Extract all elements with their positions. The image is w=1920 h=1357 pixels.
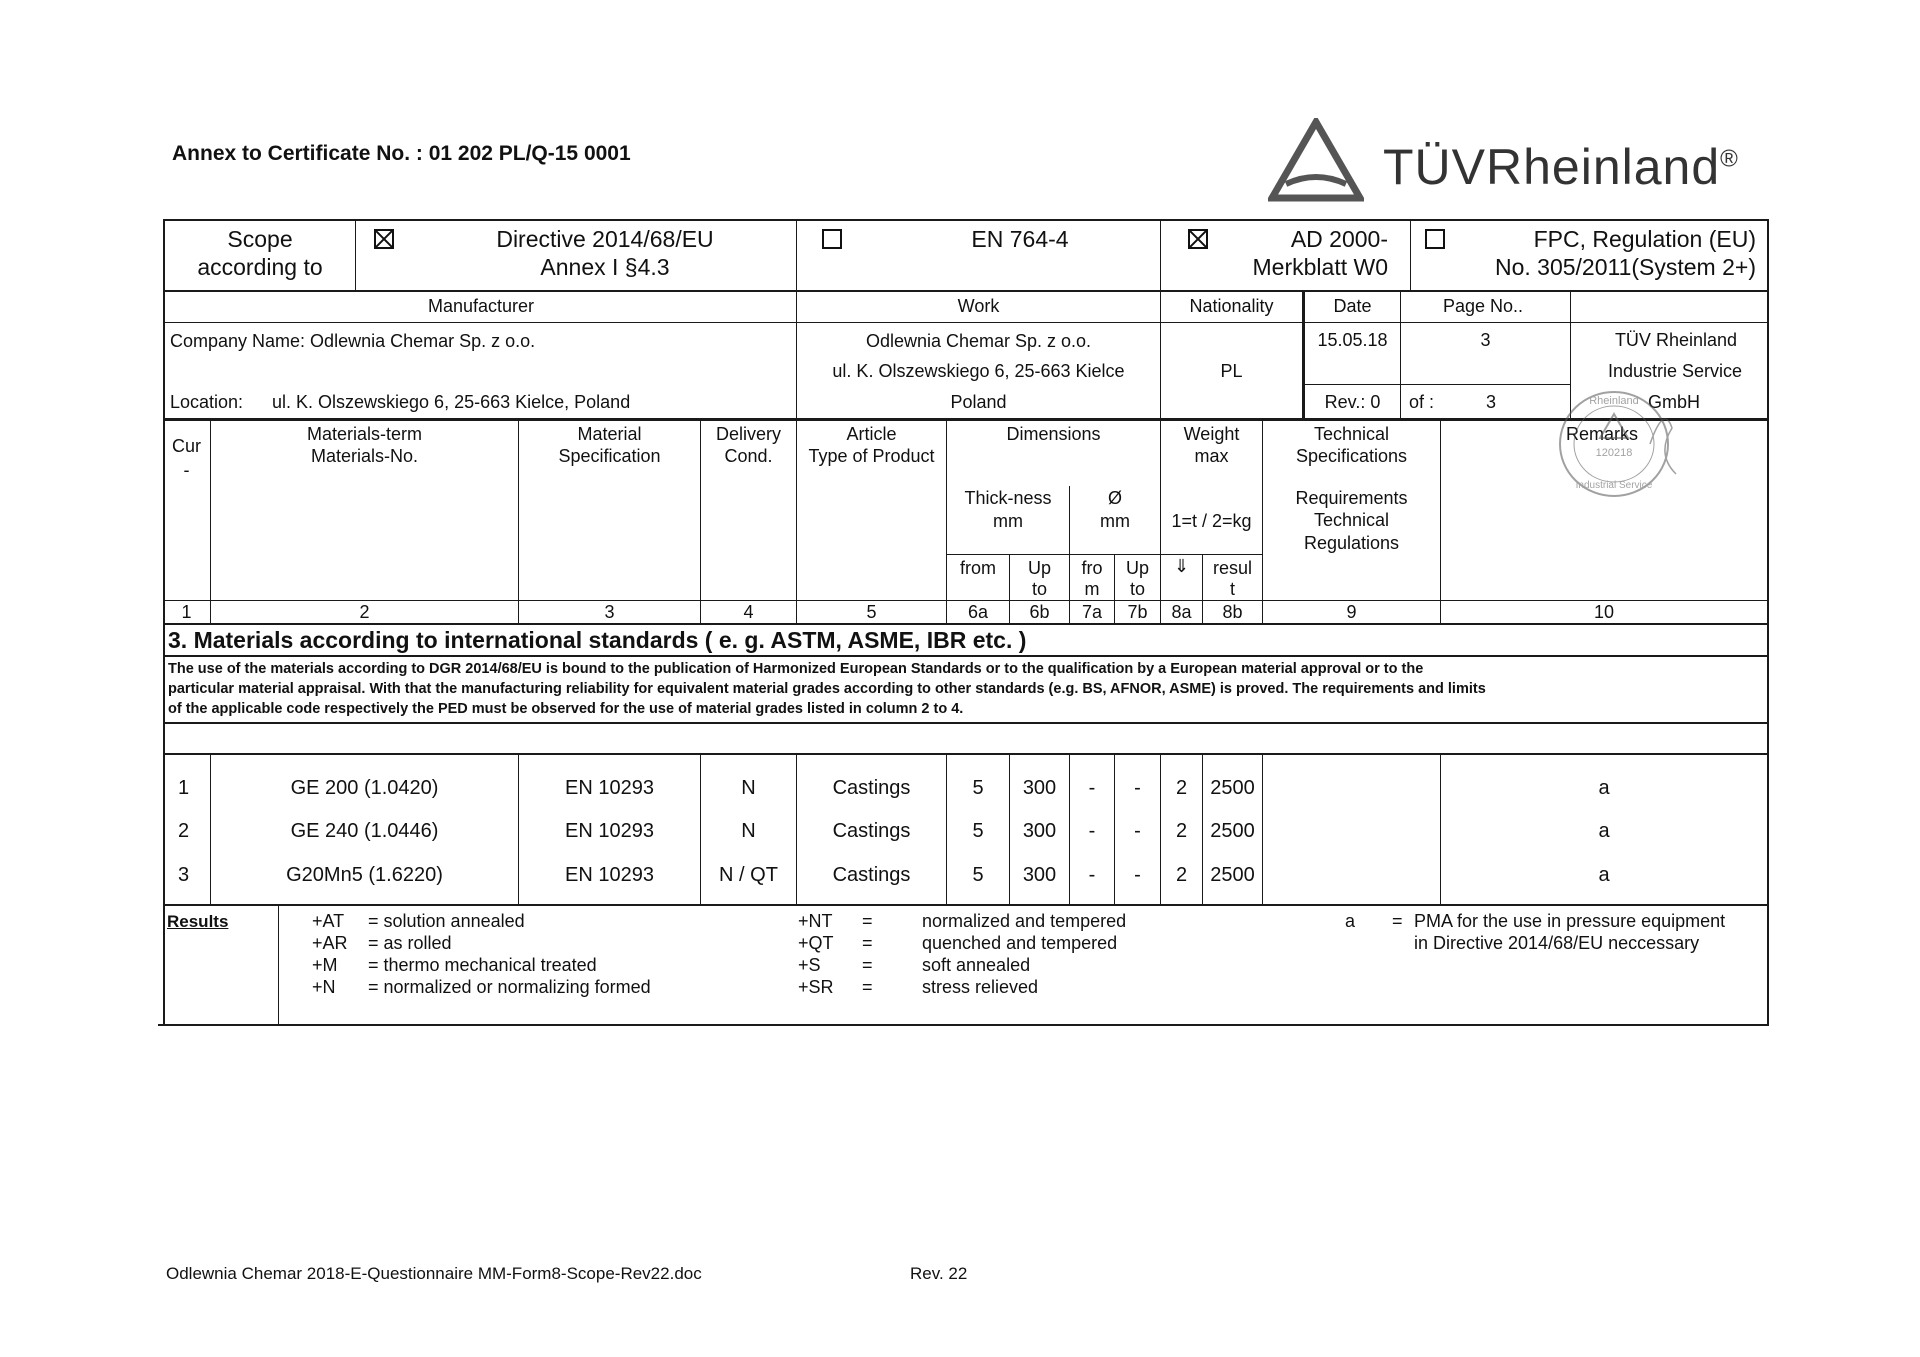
rev-label: Rev.: 0 — [1324, 392, 1381, 412]
row-remarks: a — [1598, 820, 1610, 842]
legend-code: +AT — [312, 911, 345, 931]
col-number: 6a — [967, 602, 989, 622]
stamp-text-top: Rheinland — [1589, 395, 1639, 407]
col-upto-2: to — [1129, 579, 1145, 599]
tuv-line3: GmbH — [1647, 392, 1700, 412]
of-label: of : — [1409, 392, 1435, 412]
checkbox-en764[interactable] — [822, 229, 842, 249]
legend-desc: = normalized or normalizing formed — [368, 977, 651, 997]
scope-directive-1: Directive 2014/68/EU — [496, 226, 714, 252]
legend-desc: = thermo mechanical treated — [368, 955, 597, 975]
nationality-header: Nationality — [1189, 296, 1274, 316]
row-cur: 3 — [178, 864, 190, 886]
annex-title: Annex to Certificate No. : 01 202 PL/Q-15 0001 — [172, 142, 631, 165]
row-weight: 2500 — [1210, 864, 1255, 886]
row-from: 5 — [972, 820, 984, 842]
location-label: Location: — [170, 392, 244, 412]
stamp-text-bottom: Industrial Service — [1575, 480, 1653, 491]
col-number: 7a — [1081, 602, 1103, 622]
col-weight-code: 1=t / 2=kg — [1171, 511, 1252, 531]
legend-right-line2: in Directive 2014/68/EU neccessary — [1414, 933, 1700, 953]
row-article: Castings — [832, 864, 911, 886]
legend-desc: soft annealed — [922, 955, 1031, 975]
nationality-value: PL — [1220, 361, 1243, 381]
check-x-icon — [1190, 231, 1206, 247]
legend-right-code: a — [1345, 911, 1356, 931]
col-thickness: Thick-ness — [964, 488, 1052, 508]
checkbox-directive[interactable] — [374, 229, 394, 249]
col-regulations: Regulations — [1303, 533, 1400, 553]
col-requirements: Requirements — [1295, 488, 1408, 508]
manufacturer-header: Manufacturer — [427, 296, 535, 316]
col-number: 1 — [181, 602, 192, 622]
row-remarks: a — [1598, 864, 1610, 886]
col-material: Material — [577, 424, 642, 444]
date-header: Date — [1333, 296, 1372, 316]
legend-title: Results — [167, 912, 229, 931]
col-materials-term: Materials-term — [306, 424, 422, 444]
scope-en764: EN 764-4 — [971, 226, 1069, 252]
legend-eq: = — [862, 977, 873, 997]
row-from: 5 — [972, 864, 984, 886]
col-number: 6b — [1029, 602, 1050, 622]
legend-right-line1: PMA for the use in pressure equipment — [1414, 911, 1726, 931]
row-wcode: 2 — [1175, 820, 1188, 842]
row-dupto: - — [1134, 820, 1141, 842]
col-number: 2 — [359, 602, 370, 622]
row-article: Castings — [832, 820, 911, 842]
row-dfrom: - — [1088, 777, 1096, 799]
col-upto-1: Up — [1125, 558, 1149, 578]
tuv-line1: TÜV Rheinland — [1614, 330, 1737, 350]
row-dfrom: - — [1088, 820, 1096, 842]
section-note-line2: particular material appraisal. With that the manufacturing reliability for equivalent material grades according to other standards (e.g. BS, AFNOR, ASME) is proved. The requirements and limits — [168, 681, 1486, 697]
col-specification: Specification — [558, 446, 661, 466]
row-cond: N — [741, 777, 756, 799]
row-cur: 1 — [178, 777, 190, 799]
col-cur: Cur — [171, 436, 201, 456]
of-value: 3 — [1486, 392, 1497, 412]
col-result-2: t — [1229, 579, 1235, 599]
row-upto: 300 — [1022, 777, 1057, 799]
row-upto: 300 — [1022, 820, 1057, 842]
scope-fpc-1: FPC, Regulation (EU) — [1533, 226, 1756, 252]
brand-text: TÜVRheinland — [1383, 139, 1721, 195]
col-technical2: Technical — [1313, 510, 1390, 530]
row-cond: N / QT — [719, 864, 778, 886]
row-material: G20Mn5 (1.6220) — [286, 864, 443, 886]
col-specifications: Specifications — [1295, 446, 1408, 466]
row-wcode: 2 — [1175, 864, 1188, 886]
diameter-icon: Ø — [1107, 488, 1122, 508]
row-article: Castings — [832, 777, 911, 799]
legend-code: +QT — [798, 933, 834, 953]
col-number: 7b — [1127, 602, 1148, 622]
col-type-of-product: Type of Product — [808, 446, 935, 466]
row-from: 5 — [972, 777, 984, 799]
section-note-line3: of the applicable code respectively the PED must be observed for the use of material grades listed in column 2 to 4. — [168, 701, 964, 717]
col-weight-max: max — [1194, 446, 1229, 466]
col-up-2: to — [1031, 579, 1047, 599]
date-value: 15.05.18 — [1317, 330, 1388, 350]
row-upto: 300 — [1022, 864, 1057, 886]
work-header: Work — [957, 296, 1000, 316]
row-remarks: a — [1598, 777, 1610, 799]
col-diameter-unit: mm — [1100, 511, 1130, 531]
work-line1: Odlewnia Chemar Sp. z o.o. — [865, 331, 1092, 351]
section-note-line1: The use of the materials according to DGR 2014/68/EU is bound to the publication of Harmonized European Standards or to the qualification by a European material approval or to the — [168, 661, 1424, 677]
scope-label-1: Scope — [227, 226, 293, 252]
section-title: 3. Materials according to international standards ( e. g. ASTM, ASME, IBR etc. ) — [168, 627, 1027, 653]
legend-desc: = solution annealed — [368, 911, 525, 931]
scope-ad2000-2: Merkblatt W0 — [1252, 254, 1388, 280]
legend-code: +M — [312, 955, 338, 975]
legend-code: +SR — [798, 977, 834, 997]
col-technical: Technical — [1313, 424, 1390, 444]
col-fro-2: m — [1084, 579, 1100, 599]
col-number: 4 — [743, 602, 754, 622]
col-fro-1: fro — [1081, 558, 1103, 578]
tuv-logo-icon — [1268, 118, 1364, 202]
col-from: from — [960, 558, 996, 578]
scope-label-2: according to — [197, 254, 323, 280]
row-material: GE 240 (1.0446) — [290, 820, 439, 842]
col-up-1: Up — [1027, 558, 1051, 578]
col-remarks: Remarks — [1566, 424, 1639, 444]
legend-code: +S — [798, 955, 821, 975]
legend-eq: = — [862, 955, 873, 975]
row-weight: 2500 — [1210, 777, 1255, 799]
row-wcode: 2 — [1175, 777, 1188, 799]
col-weight: Weight — [1183, 424, 1240, 444]
legend-desc: quenched and tempered — [922, 933, 1118, 953]
col-cond: Cond. — [724, 446, 773, 466]
company-name: Company Name: Odlewnia Chemar Sp. z o.o. — [170, 331, 536, 351]
tuv-stamp — [1552, 384, 1682, 504]
tuv-line2: Industrie Service — [1607, 361, 1742, 381]
row-spec: EN 10293 — [565, 864, 654, 886]
row-cond: N — [741, 820, 756, 842]
legend-desc: stress relieved — [922, 977, 1039, 997]
col-number: 9 — [1346, 602, 1357, 622]
legend-right-eq: = — [1392, 911, 1403, 931]
col-number: 3 — [604, 602, 615, 622]
work-line3: Poland — [950, 392, 1007, 412]
row-dupto: - — [1134, 864, 1141, 886]
row-weight: 2500 — [1210, 820, 1255, 842]
col-delivery: Delivery — [715, 424, 781, 444]
page-no-value: 3 — [1480, 330, 1491, 350]
legend-code: +NT — [798, 911, 833, 931]
down-arrow-icon: ⇓ — [1173, 556, 1190, 576]
col-article: Article — [846, 424, 897, 444]
col-cur-dash: - — [183, 460, 190, 480]
col-thickness-unit: mm — [993, 511, 1023, 531]
footer-rev: Rev. 22 — [910, 1264, 968, 1283]
legend-eq: = — [862, 911, 873, 931]
col-dimensions: Dimensions — [1006, 424, 1101, 444]
row-cur: 2 — [178, 820, 190, 842]
col-result-1: resul — [1212, 558, 1252, 578]
col-number: 5 — [866, 602, 877, 622]
row-spec: EN 10293 — [565, 820, 654, 842]
checkbox-ad2000[interactable] — [1188, 229, 1208, 249]
row-spec: EN 10293 — [565, 777, 654, 799]
row-dupto: - — [1134, 777, 1141, 799]
row-dfrom: - — [1088, 864, 1096, 886]
legend-desc: = as rolled — [368, 933, 452, 953]
col-materials-no: Materials-No. — [310, 446, 419, 466]
col-number: 8b — [1222, 602, 1243, 622]
brand-name — [1383, 138, 1739, 196]
scope-ad2000-1: AD 2000- — [1290, 226, 1388, 252]
row-material: GE 200 (1.0420) — [290, 777, 439, 799]
legend-desc: normalized and tempered — [922, 911, 1127, 931]
legend-eq: = — [862, 933, 873, 953]
scope-fpc-2: No. 305/2011(System 2+) — [1494, 254, 1756, 280]
check-x-icon — [376, 231, 392, 247]
col-number: 8a — [1171, 602, 1192, 622]
legend-code: +N — [312, 977, 336, 997]
footer-filename: Odlewnia Chemar 2018-E-Questionnaire MM-Form8-Scope-Rev22.doc — [166, 1264, 702, 1283]
page-header: Page No.. — [1443, 296, 1524, 316]
location-value: ul. K. Olszewskiego 6, 25-663 Kielce, Poland — [272, 392, 631, 412]
scope-directive-2: Annex I §4.3 — [540, 254, 670, 280]
legend-code: +AR — [312, 933, 348, 953]
brand-registered: ® — [1720, 145, 1739, 173]
checkbox-fpc[interactable] — [1425, 229, 1445, 249]
work-line2: ul. K. Olszewskiego 6, 25-663 Kielce — [832, 361, 1125, 381]
stamp-code: 120218 — [1595, 447, 1633, 459]
col-number: 10 — [1593, 602, 1615, 622]
